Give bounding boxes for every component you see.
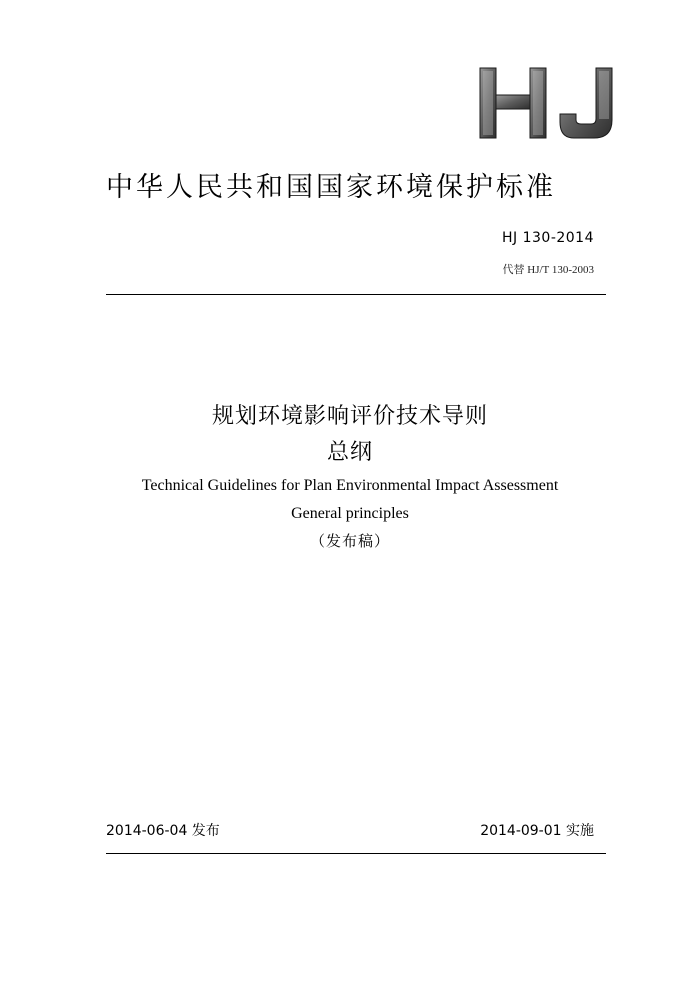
subtitle-english: General principles xyxy=(291,505,409,522)
hj-logo-mark xyxy=(478,64,618,142)
title-english: Technical Guidelines for Plan Environmental Impact Assessment xyxy=(141,477,559,494)
logo-letter-h xyxy=(480,68,546,138)
logo-letter-j xyxy=(560,68,612,138)
standard-code: HJ 130-2014 xyxy=(501,230,594,246)
hj-logo xyxy=(478,64,618,142)
issuing-organization: 中华人民共和国国家环境保护标准 xyxy=(106,172,556,203)
draft-note: （发布稿） xyxy=(309,532,390,550)
publish-date: 2014-06-04 发布 xyxy=(106,823,220,839)
footer-divider xyxy=(106,853,606,854)
replaces-standard: 代替 HJ/T 130-2003 xyxy=(502,264,594,276)
effective-date: 2014-09-01 实施 xyxy=(480,823,594,839)
title-chinese: 规划环境影响评价技术导则 xyxy=(211,404,488,429)
header-divider xyxy=(106,294,606,295)
title-block xyxy=(0,400,700,554)
subtitle-chinese: 总纲 xyxy=(326,440,373,465)
